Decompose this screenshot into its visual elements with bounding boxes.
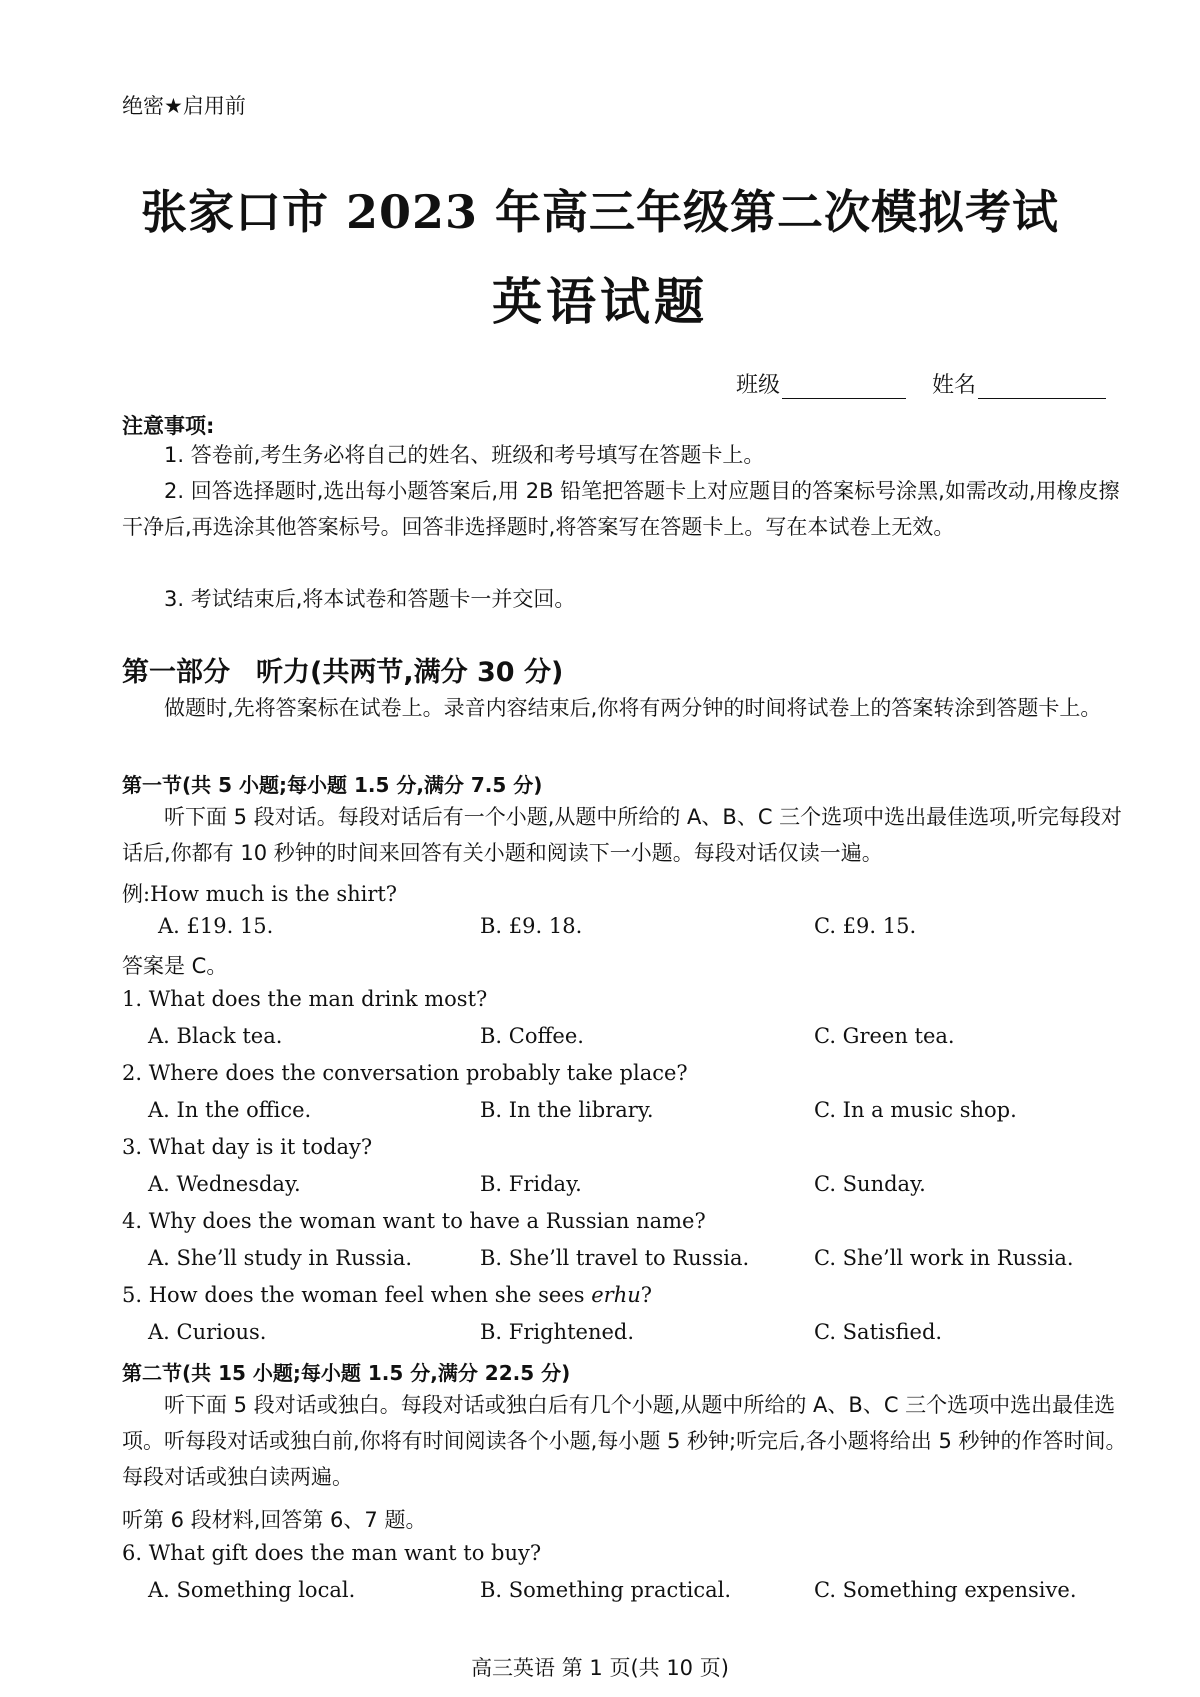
name-label: 姓名 <box>932 373 977 398</box>
question-4: 4. Why does the woman want to have a Russian name? <box>122 1209 706 1233</box>
q6-option-a: A. Something local. <box>148 1578 356 1602</box>
q2-option-b: B. In the library. <box>480 1098 654 1122</box>
class-blank[interactable] <box>782 376 906 399</box>
q5-option-b: B. Frightened. <box>480 1320 635 1344</box>
part1-heading-label: 第一部分 <box>122 657 230 688</box>
section1-instructions: 听下面 5 段对话。每段对话后有一个小题,从题中所给的 A、B、C 三个选项中选出最佳选项,听完每段对话后,你都有 10 秒钟的时间来回答有关小题和阅读下一小题。每段对话仅读一遍。 <box>122 805 1122 865</box>
q4-option-a: A. She’ll study in Russia. <box>148 1246 413 1270</box>
name-field <box>932 368 1106 399</box>
section2-instructions: 听下面 5 段对话或独白。每段对话或独白后有几个小题,从题中所给的 A、B、C 三个选项中选出最佳选项。听每段对话或独白前,你将有时间阅读各个小题,每小题 5 秒钟;听完后,各小题将给出 5 秒钟的作答时间。每段对话或独白读两遍。 <box>122 1393 1127 1489</box>
q6-option-c: C. Something expensive. <box>814 1578 1077 1602</box>
q4-option-c: C. She’ll work in Russia. <box>814 1246 1074 1270</box>
q2-option-a: A. In the office. <box>148 1098 312 1122</box>
example-option-b: B. £9. 18. <box>480 914 583 938</box>
example-question: 例:How much is the shirt? <box>122 882 398 906</box>
question-6: 6. What gift does the man want to buy? <box>122 1541 542 1565</box>
question-2: 2. Where does the conversation probably take place? <box>122 1061 688 1085</box>
class-label: 班级 <box>736 373 781 398</box>
note-item-3: 3. 考试结束后,将本试卷和答题卡一并交回。 <box>164 587 576 611</box>
question-5-end: ? <box>640 1283 653 1307</box>
q2-option-c: C. In a music shop. <box>814 1098 1017 1122</box>
note-item-2: 2. 回答选择题时,选出每小题答案后,用 2B 铅笔把答题卡上对应题目的答案标号涂黑,如需改动,用橡皮擦干净后,再选涂其他答案标号。回答非选择题时,将答案写在答题卡上。写在本试卷上无效。 <box>122 479 1120 539</box>
question-1: 1. What does the man drink most? <box>122 987 488 1011</box>
example-answer: 答案是 C。 <box>122 954 228 978</box>
name-blank[interactable] <box>978 376 1106 399</box>
q1-option-c: C. Green tea. <box>814 1024 955 1048</box>
question-5-text: 5. How does the woman feel when she sees <box>122 1283 592 1307</box>
class-field <box>736 368 906 399</box>
q1-option-a: A. Black tea. <box>148 1024 283 1048</box>
part1-heading <box>122 650 563 689</box>
q6-option-b: B. Something practical. <box>480 1578 732 1602</box>
q5-option-a: A. Curious. <box>148 1320 267 1344</box>
q3-option-a: A. Wednesday. <box>148 1172 301 1196</box>
question-5 <box>122 1283 652 1307</box>
q5-option-c: C. Satisfied. <box>814 1320 943 1344</box>
confidential-label: 绝密★启用前 <box>122 94 246 118</box>
page-footer: 高三英语 第 1 页(共 10 页) <box>471 1656 729 1680</box>
material-6-label: 听第 6 段材料,回答第 6、7 题。 <box>122 1508 427 1532</box>
notes-heading: 注意事项: <box>122 414 215 438</box>
question-5-term: erhu <box>591 1283 641 1307</box>
q4-option-b: B. She’ll travel to Russia. <box>480 1246 750 1270</box>
exam-subject-title: 英语试题 <box>492 272 708 331</box>
part1-heading-text: 听力(共两节,满分 30 分) <box>256 657 564 688</box>
section2-heading: 第二节(共 15 小题;每小题 1.5 分,满分 22.5 分) <box>122 1361 571 1385</box>
note-item-1: 1. 答卷前,考生务必将自己的姓名、班级和考号填写在答题卡上。 <box>164 443 765 467</box>
q3-option-b: B. Friday. <box>480 1172 582 1196</box>
q3-option-c: C. Sunday. <box>814 1172 926 1196</box>
part1-intro: 做题时,先将答案标在试卷上。录音内容结束后,你将有两分钟的时间将试卷上的答案转涂到答题卡上。 <box>164 696 1102 720</box>
example-option-a: A. £19. 15. <box>158 914 274 938</box>
q1-option-b: B. Coffee. <box>480 1024 584 1048</box>
section1-heading: 第一节(共 5 小题;每小题 1.5 分,满分 7.5 分) <box>122 773 543 797</box>
example-option-c: C. £9. 15. <box>814 914 917 938</box>
question-3: 3. What day is it today? <box>122 1135 373 1159</box>
exam-title: 张家口市 2023 年高三年级第二次模拟考试 <box>140 185 1060 239</box>
